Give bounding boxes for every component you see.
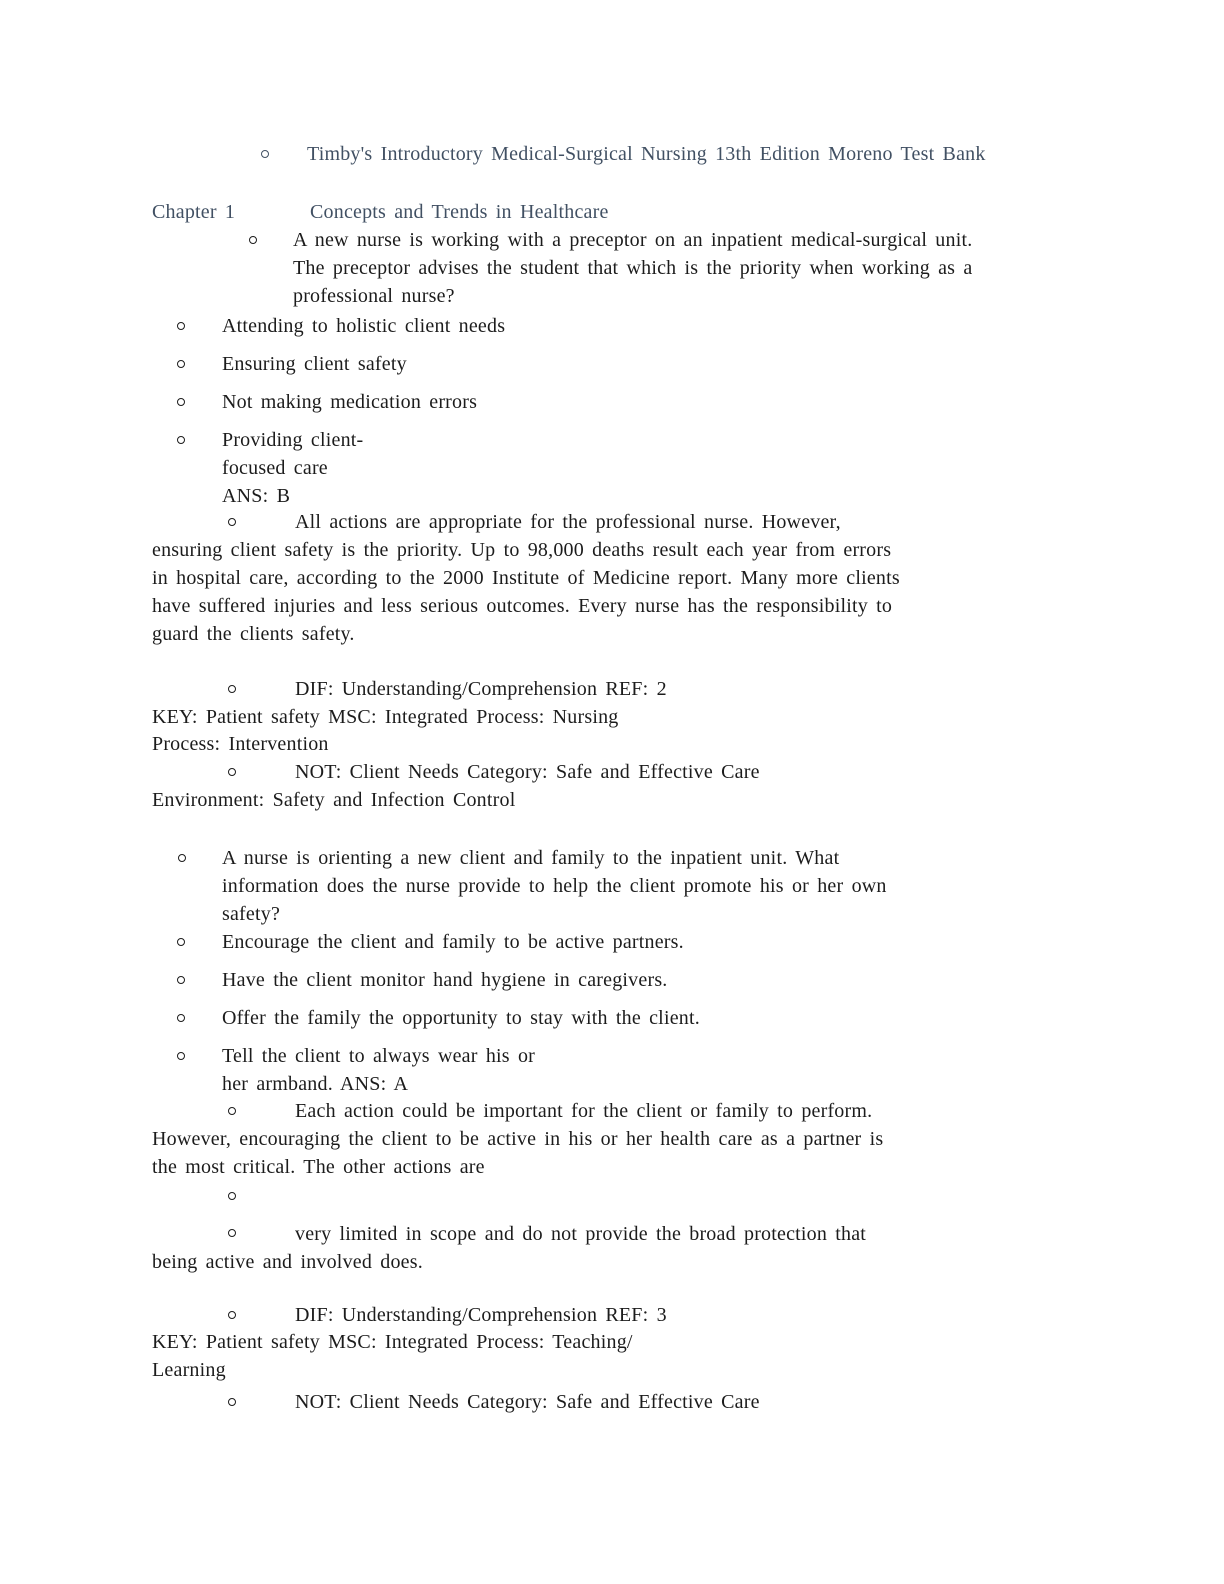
list-bullet-icon bbox=[177, 436, 185, 444]
question-line: A nurse is orienting a new client and family to the inpatient unit. What bbox=[222, 847, 840, 869]
question-line: professional nurse? bbox=[293, 285, 455, 307]
option-line: Not making medication errors bbox=[222, 391, 478, 413]
question-line: The preceptor advises the student that which is the priority when working as a bbox=[293, 257, 973, 279]
question-line: information does the nurse provide to help the client promote his or her own bbox=[222, 875, 887, 897]
doc-title: Timby's Introductory Medical-Surgical Nursing 13th Edition Moreno Test Bank bbox=[307, 143, 986, 165]
meta-line: NOT: Client Needs Category: Safe and Effective Care bbox=[295, 1391, 760, 1413]
question-line: A new nurse is working with a preceptor on an inpatient medical-surgical unit. bbox=[293, 229, 973, 251]
meta-line: KEY: Patient safety MSC: Integrated Process: Teaching/ bbox=[152, 1331, 633, 1353]
list-bullet-icon bbox=[177, 360, 185, 368]
list-bullet-icon bbox=[177, 398, 185, 406]
option-line: Encourage the client and family to be active partners. bbox=[222, 931, 684, 953]
chapter-label: Chapter 1 bbox=[152, 201, 236, 223]
list-bullet-icon bbox=[228, 518, 236, 526]
list-bullet-icon bbox=[228, 1192, 236, 1200]
list-bullet-icon bbox=[228, 1229, 236, 1237]
chapter-title: Concepts and Trends in Healthcare bbox=[310, 201, 609, 223]
meta-line: DIF: Understanding/Comprehension REF: 3 bbox=[295, 1304, 667, 1326]
list-bullet-icon bbox=[228, 1311, 236, 1319]
list-bullet-icon bbox=[177, 938, 185, 946]
answer-line: her armband. ANS: A bbox=[222, 1073, 409, 1095]
rationale-line: being active and involved does. bbox=[152, 1251, 423, 1273]
list-bullet-icon bbox=[249, 236, 257, 244]
list-bullet-icon bbox=[177, 322, 185, 330]
list-bullet-icon bbox=[261, 150, 269, 158]
rationale-line: ensuring client safety is the priority. Up to 98,000 deaths result each year from errors bbox=[152, 539, 892, 561]
list-bullet-icon bbox=[178, 854, 186, 862]
option-line: Ensuring client safety bbox=[222, 353, 407, 375]
list-bullet-icon bbox=[228, 685, 236, 693]
list-bullet-icon bbox=[228, 1107, 236, 1115]
meta-line: DIF: Understanding/Comprehension REF: 2 bbox=[295, 678, 667, 700]
option-line: Attending to holistic client needs bbox=[222, 315, 506, 337]
meta-line: Process: Intervention bbox=[152, 733, 329, 755]
option-line: Offer the family the opportunity to stay with the client. bbox=[222, 1007, 700, 1029]
option-line: focused care bbox=[222, 457, 328, 479]
rationale-line: have suffered injuries and less serious outcomes. Every nurse has the responsibility to bbox=[152, 595, 893, 617]
list-bullet-icon bbox=[228, 768, 236, 776]
rationale-line: All actions are appropriate for the professional nurse. However, bbox=[295, 511, 841, 533]
rationale-line: the most critical. The other actions are bbox=[152, 1156, 485, 1178]
meta-line: Environment: Safety and Infection Control bbox=[152, 789, 516, 811]
list-bullet-icon bbox=[177, 1052, 185, 1060]
list-bullet-icon bbox=[177, 976, 185, 984]
option-line: Tell the client to always wear his or bbox=[222, 1045, 536, 1067]
list-bullet-icon bbox=[228, 1398, 236, 1406]
answer-line: ANS: B bbox=[222, 485, 291, 507]
option-line: Providing client- bbox=[222, 429, 364, 451]
rationale-line: However, encouraging the client to be active in his or her health care as a partner is bbox=[152, 1128, 884, 1150]
rationale-line: guard the clients safety. bbox=[152, 623, 355, 645]
question-line: safety? bbox=[222, 903, 281, 925]
meta-line: NOT: Client Needs Category: Safe and Effective Care bbox=[295, 761, 760, 783]
option-line: Have the client monitor hand hygiene in caregivers. bbox=[222, 969, 668, 991]
meta-line: KEY: Patient safety MSC: Integrated Process: Nursing bbox=[152, 706, 619, 728]
rationale-line: Each action could be important for the client or family to perform. bbox=[295, 1100, 873, 1122]
list-bullet-icon bbox=[177, 1014, 185, 1022]
rationale-line: in hospital care, according to the 2000 Institute of Medicine report. Many more clients bbox=[152, 567, 900, 589]
rationale-line: very limited in scope and do not provide the broad protection that bbox=[295, 1223, 867, 1245]
meta-line: Learning bbox=[152, 1359, 226, 1381]
